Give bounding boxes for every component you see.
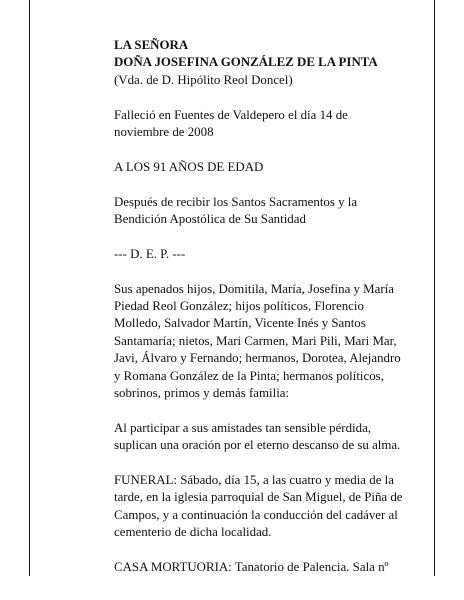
deceased-name: DOÑA JOSEFINA GONZÁLEZ DE LA PINTA <box>114 55 378 70</box>
family-line-1: Sus apenados hijos, Domitila, María, Josefina y María <box>114 281 394 296</box>
document-right-border <box>434 0 435 576</box>
family-line-4: Santamaría; nietos, Mari Carmen, Mari Pili, Mari Mar, <box>114 333 397 348</box>
death-notice-line-1: Falleció en Fuentes de Valdepero el día 14 de <box>114 107 348 122</box>
funeral-line-4: cementerio de dicha localidad. <box>114 525 272 540</box>
funeral-line-2: tarde, en la iglesia parroquial de San Miguel, de Piña de <box>114 490 403 505</box>
obituary-notice <box>114 37 426 576</box>
rip-line: --- D. E. P. --- <box>114 246 186 261</box>
widow-of-line: (Vda. de D. Hipólito Reol Doncel) <box>114 72 293 87</box>
family-line-7: sobrinos, primos y demás familia: <box>114 386 290 401</box>
age-line: A LOS 91 AÑOS DE EDAD <box>114 159 264 174</box>
funeral-line-1: FUNERAL: Sábado, día 15, a las cuatro y media de la <box>114 473 394 488</box>
family-line-2: Piedad Reol González; hijos políticos, Florencio <box>114 299 364 314</box>
family-line-5: Javi, Álvaro y Fernando; hermanos, Dorotea, Alejandro <box>114 351 401 366</box>
header-title: LA SEÑORA <box>114 38 189 52</box>
document-left-border <box>29 0 30 576</box>
prayer-line-1: Al participar a sus amistades tan sensible pérdida, <box>114 420 372 435</box>
family-line-6: y Romana González de la Pinta; hermanos políticos, <box>114 368 384 383</box>
prayer-line-2: suplican una oración por el eterno descanso de su alma. <box>114 438 401 453</box>
funeral-line-3: Campos, y a continuación la conducción del cadáver al <box>114 507 398 522</box>
family-line-3: Molledo, Salvador Martín, Vicente Inés y Santos <box>114 316 366 331</box>
mortuary-line-1: CASA MORTUORIA: Tanatorio de Palencia. Sala nº <box>114 560 389 575</box>
sacraments-line-2: Bendición Apostólica de Su Santidad <box>114 212 306 227</box>
death-notice-line-2: noviembre de 2008 <box>114 125 214 140</box>
sacraments-line-1: Después de recibir los Santos Sacramentos y la <box>114 194 358 209</box>
